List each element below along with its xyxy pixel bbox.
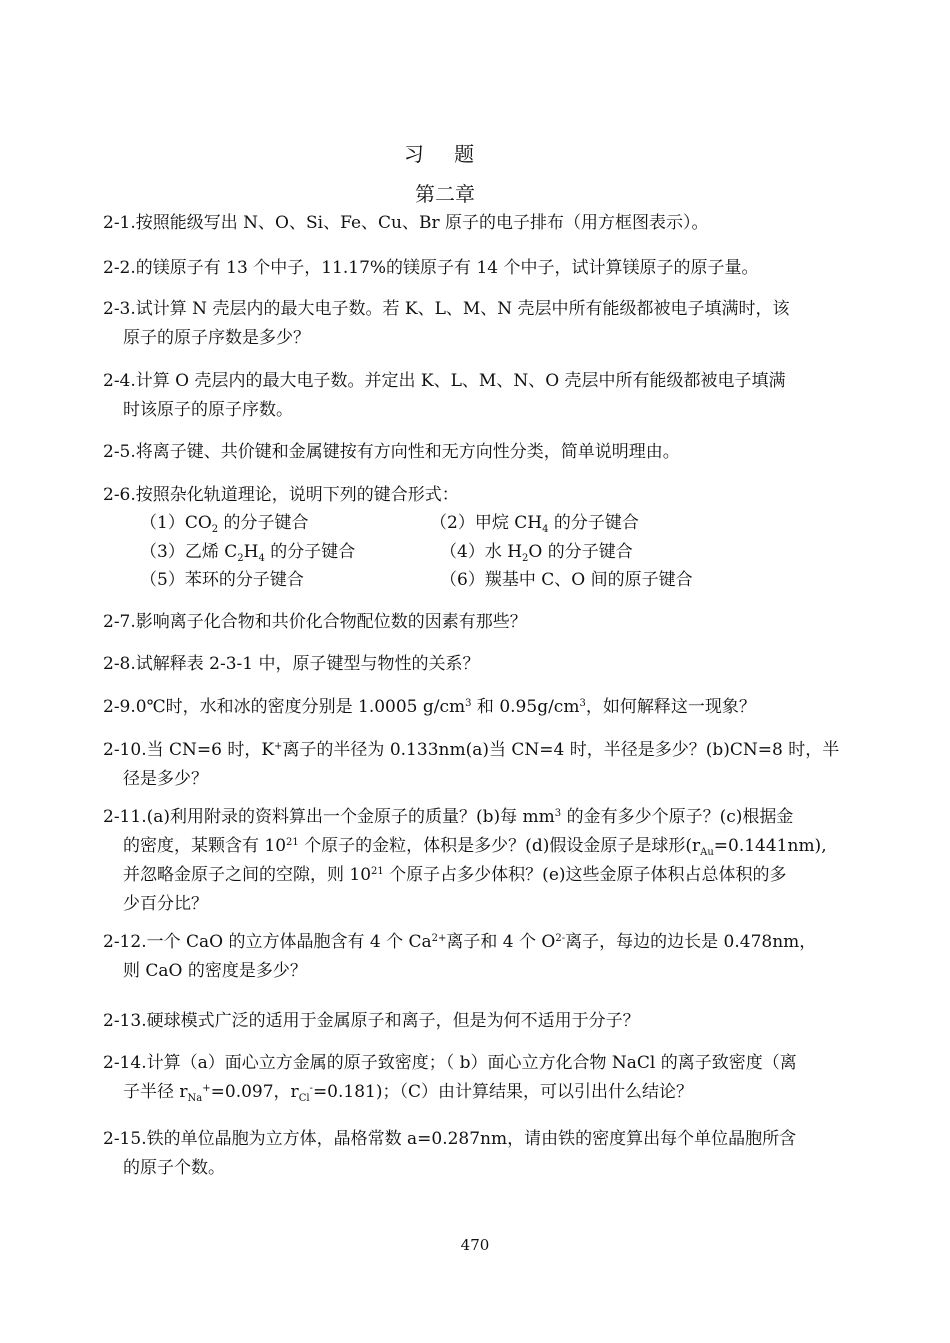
question-2-6-item-3: （3）乙烯 $C_2H_4$ 的分子键合	[140, 542, 356, 564]
question-2-6-item-4: （4）水 $H_2O$ 的分子键合	[440, 542, 633, 564]
question-2-14: 2-14.计算（a）面心立方金属的原子致密度；（ b）面心立方化合物 NaCl 的离子致密度（离 子半径 $r_{Na}^+=0.097$，$r_{Cl}^-=0.181$)；（C）由计算结果，可以引出什么结论？	[103, 1053, 797, 1104]
section-title: 习 题	[403, 142, 487, 166]
question-2-6: 2-6.按照杂化轨道理论，说明下列的键合形式：	[103, 485, 459, 505]
question-2-6-item-2: （2）甲烷 $CH_4$ 的分子键合	[430, 513, 639, 535]
page-number: 470	[460, 1236, 490, 1254]
question-2-10: 2-10.当 CN=6 时，K+离子的半径为 0.133nm(a)当 CN=4 时，半径是多少？(b)CN=8 时，半 径是多少？	[103, 740, 840, 789]
question-2-13: 2-13.硬球模式广泛的适用于金属原子和离子，但是为何不适用于分子？	[103, 1011, 640, 1031]
question-2-2: 2-2.的镁原子有 13 个中子，11.17%的镁原子有 14 个中子，试计算镁原子的原子量。	[103, 258, 759, 278]
question-2-1: 2-1.按照能级写出 N、O、Si、Fe、Cu、Br 原子的电子排布（用方框图表示）。	[103, 213, 709, 233]
question-2-5: 2-5.将离子键、共价键和金属键按有方向性和无方向性分类，简单说明理由。	[103, 442, 680, 462]
question-2-11: 2-11.(a)利用附录的资料算出一个金原子的质量？(b)每 $mm^3$ 的金有多少个原子？(c)根据金 的密度，某颗含有 $10^{21}$ 个原子的金粒，体积是多少？(d)假设金原子是球形$(r_{Au}=0.1441nm)$, 并忽略金原子之间的空隙，则 $10^{21}$ 个原子占多少体积？(e)这些金原子体积占总体积的多 少百分比？	[103, 807, 827, 914]
question-2-6-item-1: $(1)CO_2$ 的分子键合	[140, 513, 309, 535]
question-2-4: 2-4.计算 O 壳层内的最大电子数。并定出 K、L、M、N、O 壳层中所有能级都被电子填满 时该原子的原子序数。	[103, 371, 786, 420]
question-2-6-item-6: （6）羰基中 C、O 间的原子键合	[440, 570, 693, 590]
question-2-3: 2-3.试计算 N 壳层内的最大电子数。若 K、L、M、N 壳层中所有能级都被电子填满时，该 原子的原子序数是多少？	[103, 299, 790, 348]
question-2-15: 2-15.铁的单位晶胞为立方体，晶格常数 a=0.287nm，请由铁的密度算出每个单位晶胞所含 的原子个数。	[103, 1129, 797, 1178]
question-2-7: 2-7.影响离子化合物和共价化合物配位数的因素有那些？	[103, 612, 527, 632]
question-2-6-item-5: （5）苯环的分子键合	[140, 570, 304, 590]
chapter-heading: 第二章	[415, 182, 475, 206]
question-2-12: 2-12.一个 CaO 的立方体晶胞含有 4 个 $Ca^{2+}$离子和 4 个 $O^{2-}$离子，每边的边长是 0.478nm， 则 CaO 的密度是多少？	[103, 932, 817, 981]
question-2-9: 2-9.0℃时，水和冰的密度分别是 1.0005 $g/cm^3$ 和 $0.95g/cm^3$，如何解释这一现象？	[103, 697, 756, 717]
question-2-8: 2-8.试解释表 2-3-1 中，原子键型与物性的关系？	[103, 654, 480, 674]
